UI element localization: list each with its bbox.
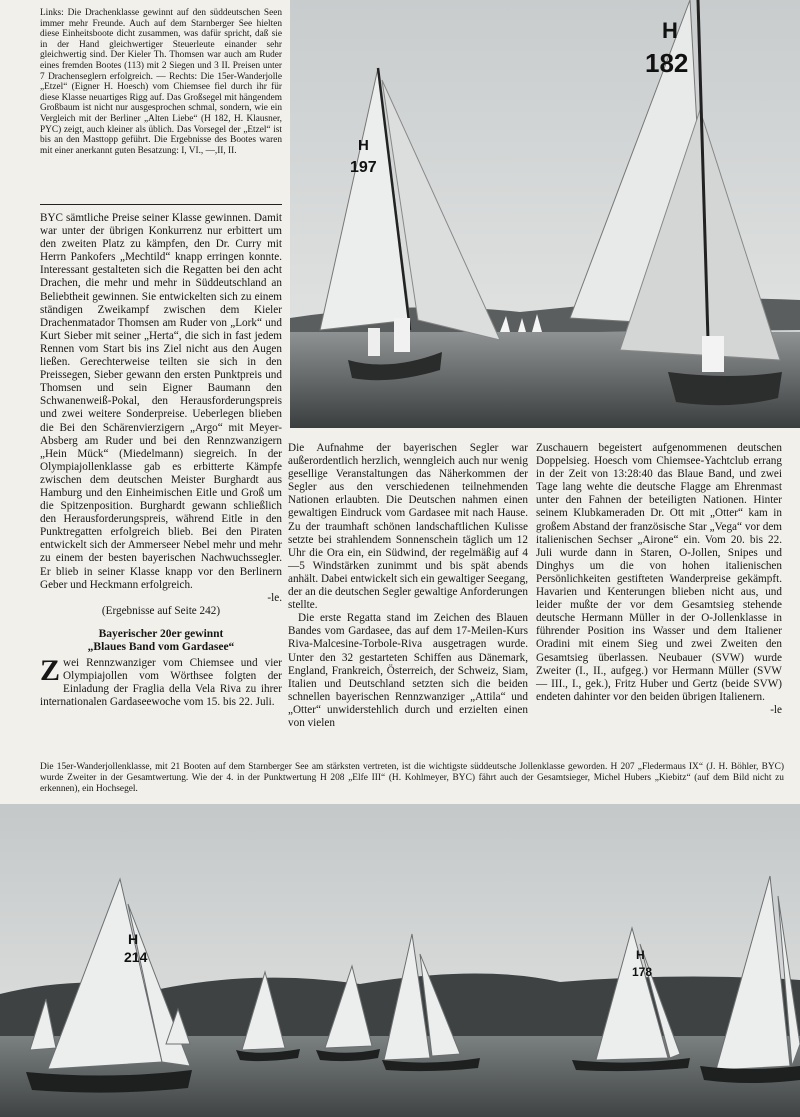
col1-author-sign: -le. <box>267 591 282 604</box>
sail-number-214: 214 <box>124 949 148 965</box>
sail-number-h-bottom-left: H <box>128 931 139 947</box>
col1-paragraph: BYC sämtliche Preise seiner Klasse gewinnen. Damit war unter der übrigen Konkurrenz nur erbittert um den zweiten Platz zu kämpfen, den Dr. Curry mit Herrn Pankofers „Mechtild“ knapp erringen konnte. Interessant gestalteten sich die Regatten bei den acht Drachen, die mehr und mehr in Süddeutschland an Beliebtheit gewinnen. Sie entwickelten sich zu einem ständigen Zweikampf zwischen dem Kieler Drachenmatador Thomsen am Ruder von „Lork“ und Kurt Sieber mit seiner „Herta“, die sich in fast jedem Rennen vom Start bis ins Ziel nicht aus den Augen ließen. Gerechterweise teilten sie sich in den Preissegen, Sieber gewann den ersten Punktpreis und Thomsen und sein Eigner Baumann den Schwanenweiß-Pokal, den Herausforderungspreis und zwei weitere Sonderpreise. Ueberlegen blieben die Bei den Schärenvierzigern „Argo“ mit Meyer-Absberg am Ruder und bei den Rennzwanzigern „Hein Mück“ (Miedelmann) siegreich. In der Olympiajollenklasse gab es erbitterte Kämpfe zwischen dem deutschen Meister Burghardt aus Hamburg und den Einheimischen Eitle und Groß um die Spitzenposition. Burghardt gewann schließlich den Herausforderungspreis, während Eitle in den Punktregatten erfolgreich blieb. Bei den Piraten entwickelt sich der Ammerseer Nebel mehr und mehr zu einem der besten bayerischen Nachwuchssegler. Er blieb in seiner Klasse knapp vor den Berlinern Geber und Heckmann erfolgreich. <box>40 212 282 591</box>
col3-author-sign: -le <box>770 703 782 716</box>
col3-paragraph-1: Zuschauern begeistert aufgenommenen deutschen Doppelsieg. Hoesch vom Chiemsee-Yachtclub errang in der Zeit von 13:28:40 das Blaue Band, und zwei Tage lang wehte die deutsche Flagge am Ehrenmast unter den Fahnen der beteiligten Nationen. Hinter seinem Klubkameraden Dr. Ott mit „Otter“ kam in großem Abstand der französische Star „Vega“ vor dem italienischen Sechser „Airone“ ein. Vom 20. bis 22. Juli wurde dann in Staren, O-Jollen, Snipes und Dinghys um die von hohen italienischen Persönlichkeiten gestifteten Wanderpreise gekämpft. Havarien und Kenterungen blieben nicht aus, und leider mußte der vor dem Gesamtsieg stehende deutsche Hermann Müller in der O-Jollenklasse in führender Position ins Wasser und dem Italiener Oradini mit einem Sieg und zwei Zweiten den Gesamtsieg überlassen. Neubauer (SVW) wurde Zweiter (I., II., aufgeg.) vor Hermann Müller (SVW — III., I., gek.), Fritz Huber und Gertz (beide SVW) endeten dahinter vor den beiden übrigen Italienern. <box>536 442 782 703</box>
drop-cap: Z <box>40 653 61 687</box>
bottom-photo-caption: Die 15er-Wanderjollenklasse, mit 21 Booten auf dem Starnberger See am stärksten vertreten, ist die wichtigste süddeutsche Jollenklasse geworden. H 207 „Fledermaus IX“ (J. H. Böhler, BYC) wurde Zweiter in der Gesamtwertung. Wie der 4. in der Punktwertung H 208 „Elfe III“ (H. Kohlmeyer, BYC) fährt auch der Gesamtsieger, Michel Hubers „Kiebitz“ (auf dem Bild nicht zu erkennen), ein Hochsegel. <box>40 762 784 795</box>
top-sailing-photo <box>290 0 800 428</box>
top-photo-caption: Links: Die Drachenklasse gewinnt auf den süddeutschen Seen immer mehr Freunde. Auch auf dem Starnberger See hielten diese Einheitsboote dicht zusammen, was dafür spricht, daß sie in der Hand gleichwertiger Steuerleute einander sehr gleichwertig sind. Der Kieler Th. Thomsen war auch am Ruder eines fremden Bootes (113) mit 2 Siegen und 3 II. Preisen unter 7 Drachenseglern erfolgreich. — Rechts: Die 15er-Wanderjolle „Etzel“ (Eigner H. Hoesch) vom Chiemsee fiel durch ihr für diese Klasse neuartiges Rigg auf. Das Großsegel mit hängendem Großbaum ist nicht nur ausgesprochen schmal, sondern, wie ein Vergleich mit der Berliner „Alten Liebe“ (H 182, H. Klausner, PYC) zeigt, auch kleiner als üblich. Das Vorsegel der „Etzel“ ist bis an den Masttopp geführt. Die Ergebnisse des Bootes waren mit einer anerkannt guten Besatzung: I, VI., —,II, II. <box>40 8 282 156</box>
section-paragraph: Zwei Rennzwanziger vom Chiemsee und vier Olympiajollen vom Wörthsee folgten der Einladung der Fraglia della Vela Riva zu ihrer internationalen Gardaseewoche vom 15. bis 22. Juli. <box>40 653 282 709</box>
sail-number-h-bottom-right: H <box>636 948 645 962</box>
section-heading-line-1: Bayerischer 20er gewinnt <box>98 627 224 640</box>
sail-number-197: 197 <box>350 159 377 176</box>
caption-divider <box>40 204 282 205</box>
sail-number-h-right: H <box>662 18 678 43</box>
sail-number-178: 178 <box>632 965 653 979</box>
article-column-2 <box>288 442 528 730</box>
col2-paragraph-2: Die erste Regatta stand im Zeichen des Blauen Bandes vom Gardasee, das auf dem 17-Meilen-Kurs Riva-Malcesine-Torbole-Riva ausgetragen wurde. Unter den 32 gestarteten Schiffen aus Dänemark, England, Frankreich, Österreich, der Schweiz, Siam, Italien und Deutschland setzten sich die beiden schnellen bayerischen Rennzwanziger „Attila“ und „Otter“ unwiderstehlich durch und erzielten einen von vielen <box>288 612 528 729</box>
results-reference: (Ergebnisse auf Seite 242) <box>101 604 221 617</box>
col2-paragraph-1: Die Aufnahme der bayerischen Segler war außerordentlich herzlich, wenngleich auch nur wenig gesellige Veranstaltungen das Näherkommen der Segler aus den verschiedenen teilnehmenden Nationen erlaubten. Die Deutschen nahmen einen gewaltigen Eindruck vom Gardasee mit nach Hause. Zu der traumhaft schönen landschaftlichen Kulisse setzte bei strahlendem Sonnenschein täglich um 12 Uhr die Ora ein, ein Südwind, der regelmäßig auf 4—5 Windstärken zunimmt und bis spät abends anhält. Dabei entwickelt sich ein gewaltiger Seegang, der an die deutschen Segler gewaltige Anforderungen stellte. <box>288 442 528 612</box>
article-column-1 <box>40 212 282 709</box>
sail-number-h-left: H <box>358 137 369 154</box>
section-heading-line-2: „Blaues Band vom Gardasee“ <box>87 640 235 653</box>
article-column-3 <box>536 442 782 717</box>
bottom-regatta-photo <box>0 804 800 1117</box>
sail-number-182: 182 <box>645 48 689 78</box>
